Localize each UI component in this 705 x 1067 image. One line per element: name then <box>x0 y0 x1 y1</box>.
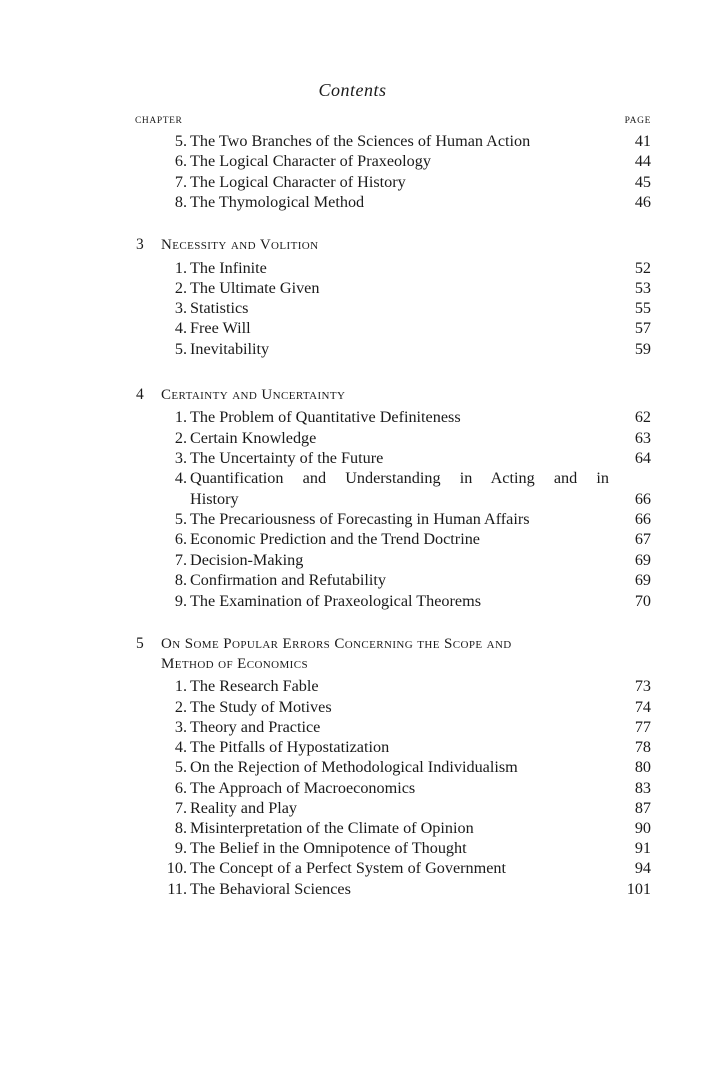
entry-title: Misinterpretation of the Climate of Opinion <box>190 819 474 837</box>
entry-page: 66 <box>634 510 651 528</box>
entry-title: The Precariousness of Forecasting in Human Affairs <box>190 510 530 528</box>
toc-entry[interactable] <box>0 131 705 151</box>
toc-entry[interactable] <box>0 509 705 529</box>
chapter-title-continuation: Method of Economics <box>161 656 308 672</box>
toc-entry[interactable] <box>0 778 705 798</box>
entry-page: 64 <box>634 449 651 467</box>
entry-page: 69 <box>634 551 651 569</box>
entry-page: 77 <box>634 718 651 736</box>
entry-title: Statistics <box>190 299 249 317</box>
toc-entry[interactable] <box>0 798 705 818</box>
entry-title: The Behavioral Sciences <box>190 880 351 898</box>
chapter-column-header: CHAPTER <box>135 116 183 126</box>
toc-entry[interactable] <box>0 172 705 192</box>
toc-entry[interactable] <box>0 570 705 590</box>
entry-number: 7. <box>174 551 187 569</box>
entry-title-continuation: History <box>190 490 239 508</box>
entry-number: 2. <box>174 429 187 447</box>
entry-number: 4. <box>174 738 187 756</box>
entry-page: 57 <box>634 319 651 337</box>
entry-title: On the Rejection of Methodological Individualism <box>190 758 518 776</box>
toc-entry[interactable] <box>0 318 705 338</box>
toc-entry[interactable] <box>0 838 705 858</box>
entry-title: Economic Prediction and the Trend Doctrine <box>190 530 480 548</box>
entry-number: 2. <box>174 279 187 297</box>
entry-page: 69 <box>634 571 651 589</box>
chapter-heading[interactable] <box>0 634 705 654</box>
entry-page: 80 <box>634 758 651 776</box>
entry-title: The Logical Character of Praxeology <box>190 152 431 170</box>
toc-entry[interactable] <box>0 298 705 318</box>
toc-entry[interactable] <box>0 151 705 171</box>
entry-number: 5. <box>174 340 187 358</box>
entry-number: 6. <box>174 530 187 548</box>
toc-entry[interactable] <box>0 858 705 878</box>
toc-entry[interactable] <box>0 676 705 696</box>
toc-entry[interactable] <box>0 818 705 838</box>
chapter-heading-continuation[interactable] <box>0 654 705 674</box>
entry-page: 87 <box>634 799 651 817</box>
entry-page: 73 <box>634 677 651 695</box>
entry-page: 67 <box>634 530 651 548</box>
entry-title: The Concept of a Perfect System of Government <box>190 859 507 877</box>
entry-number: 6. <box>174 779 187 797</box>
entry-number: 2. <box>174 698 187 716</box>
chapter-number: 4 <box>136 386 144 403</box>
entry-title: The Infinite <box>190 259 267 277</box>
entry-number: 11. <box>167 880 187 898</box>
toc-entry[interactable] <box>0 339 705 359</box>
entry-title: Certain Knowledge <box>190 429 317 447</box>
entry-number: 7. <box>174 173 187 191</box>
entry-number: 1. <box>174 677 187 695</box>
entry-page: 101 <box>626 880 651 898</box>
entry-number: 8. <box>174 193 187 211</box>
toc-entry[interactable] <box>0 258 705 278</box>
toc-entry[interactable] <box>0 879 705 899</box>
entry-number: 1. <box>174 259 187 277</box>
entry-title: Decision-Making <box>190 551 304 569</box>
entry-number: 8. <box>174 571 187 589</box>
chapter-number: 3 <box>136 236 144 253</box>
entry-page: 70 <box>634 592 651 610</box>
entry-number: 10. <box>166 859 187 877</box>
entry-number: 5. <box>174 132 187 150</box>
entry-number: 3. <box>174 449 187 467</box>
toc-entry[interactable] <box>0 550 705 570</box>
entry-title: The Ultimate Given <box>190 279 320 297</box>
entry-number: 9. <box>174 592 187 610</box>
entry-page: 74 <box>634 698 651 716</box>
chapter-title: On Some Popular Errors Concerning the Scope and <box>161 636 512 652</box>
entry-page: 62 <box>634 408 651 426</box>
entry-title: The Approach of Macroeconomics <box>190 779 416 797</box>
entry-title: Confirmation and Refutability <box>190 571 387 589</box>
entry-number: 4. <box>174 319 187 337</box>
toc-entry[interactable] <box>0 278 705 298</box>
entry-number: 1. <box>174 408 187 426</box>
page-column-header: PAGE <box>624 116 651 126</box>
chapter-number: 5 <box>136 635 144 652</box>
entry-number: 9. <box>174 839 187 857</box>
entry-page: 90 <box>634 819 651 837</box>
entry-number: 4. <box>174 469 187 487</box>
chapter-title: Certainty and Uncertainty <box>161 387 346 403</box>
chapter-title: Necessity and Volition <box>161 237 319 253</box>
toc-entry[interactable] <box>0 591 705 611</box>
entry-page: 44 <box>634 152 651 170</box>
entry-page: 46 <box>634 193 651 211</box>
toc-entry[interactable] <box>0 468 705 488</box>
entry-title: The Study of Motives <box>190 698 332 716</box>
entry-page: 66 <box>634 490 651 508</box>
entry-title: The Uncertainty of the Future <box>190 449 384 467</box>
toc-entry[interactable] <box>0 529 705 549</box>
entry-title: The Logical Character of History <box>190 173 406 191</box>
toc-entry[interactable] <box>0 448 705 468</box>
entry-title: The Thymological Method <box>190 193 365 211</box>
entry-page: 94 <box>634 859 651 877</box>
entry-number: 3. <box>174 299 187 317</box>
entry-title: Inevitability <box>190 340 270 358</box>
toc-entry[interactable] <box>0 428 705 448</box>
entry-number: 7. <box>174 799 187 817</box>
entry-page: 83 <box>634 779 651 797</box>
chapter-heading[interactable] <box>0 235 705 255</box>
entry-page: 91 <box>634 839 651 857</box>
entry-title: Quantification and Understanding in Acting and in <box>190 469 609 487</box>
toc-entry[interactable] <box>0 737 705 757</box>
entry-page: 55 <box>634 299 651 317</box>
toc-entry[interactable] <box>0 192 705 212</box>
entry-title: The Belief in the Omnipotence of Thought <box>190 839 467 857</box>
chapter-heading[interactable] <box>0 385 705 405</box>
entry-title: The Examination of Praxeological Theorems <box>190 592 481 610</box>
entry-page: 41 <box>634 132 651 150</box>
entry-page: 53 <box>634 279 651 297</box>
page-title: Contents <box>318 80 387 100</box>
entry-number: 5. <box>174 758 187 776</box>
entry-title: Reality and Play <box>190 799 297 817</box>
entry-page: 63 <box>634 429 651 447</box>
toc-entry-continuation[interactable] <box>0 489 705 509</box>
entry-page: 52 <box>634 259 651 277</box>
toc-entry[interactable] <box>0 697 705 717</box>
entry-number: 8. <box>174 819 187 837</box>
entry-title: The Two Branches of the Sciences of Human Action <box>190 132 531 150</box>
entry-page: 78 <box>634 738 651 756</box>
entry-number: 3. <box>174 718 187 736</box>
toc-entry[interactable] <box>0 407 705 427</box>
entry-page: 59 <box>634 340 651 358</box>
entry-title: The Problem of Quantitative Definiteness <box>190 408 461 426</box>
entry-title: Theory and Practice <box>190 718 321 736</box>
entry-title: The Pitfalls of Hypostatization <box>190 738 390 756</box>
entry-title: Free Will <box>190 319 251 337</box>
entry-page: 45 <box>634 173 651 191</box>
toc-entry[interactable] <box>0 757 705 777</box>
entry-number: 5. <box>174 510 187 528</box>
entry-title: The Research Fable <box>190 677 319 695</box>
toc-entry[interactable] <box>0 717 705 737</box>
entry-number: 6. <box>174 152 187 170</box>
